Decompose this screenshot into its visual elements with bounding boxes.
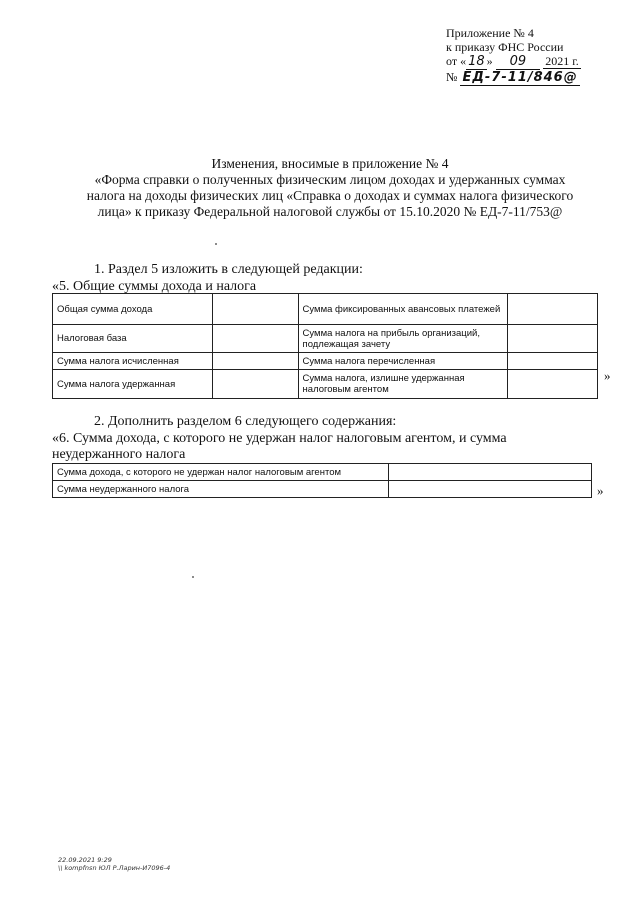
table-cell-value <box>212 353 298 370</box>
table-row <box>53 370 598 399</box>
table-cell-value <box>508 353 598 370</box>
table-row <box>53 464 592 481</box>
table-row <box>53 481 592 498</box>
table-cell-label: Сумма неудержанного налога <box>53 481 389 498</box>
section6-title-line-2: неудержанного налога <box>52 447 186 462</box>
table-cell-label: Общая сумма дохода <box>53 294 213 325</box>
section5-instruction: 1. Раздел 5 изложить в следующей редакции: <box>94 262 363 277</box>
annex-date-year: 2021 г. <box>545 54 579 68</box>
table-cell-label: Сумма налога перечисленная <box>298 353 508 370</box>
annex-number-prefix: № <box>446 70 458 84</box>
heading-line-3: налога на доходы физических лиц «Справка о доходах и суммах налога физического <box>86 188 574 203</box>
table-row <box>53 294 598 325</box>
annex-title: Приложение № 4 <box>446 26 534 40</box>
table-cell-label: Сумма налога, излишне удержанная налоговым агентом <box>298 370 508 399</box>
table-cell-label: Сумма налога исчисленная <box>53 353 213 370</box>
section6-instruction: 2. Дополнить разделом 6 следующего содержания: <box>94 414 397 429</box>
section5-close-quote: » <box>604 368 611 383</box>
annex-date-mid: » <box>486 54 493 68</box>
table-cell-label: Сумма дохода, с которого не удержан налог налоговым агентом <box>53 464 389 481</box>
annex-order-ref: к приказу ФНС России <box>446 40 564 54</box>
annex-date-month: 09 <box>496 55 541 70</box>
section6-title-line-1: «6. Сумма дохода, с которого не удержан налог налоговым агентом, и сумма <box>52 431 507 446</box>
table-cell-label: Сумма фиксированных авансовых платежей <box>298 294 508 325</box>
scan-speck <box>215 243 217 245</box>
table-cell-label: Сумма налога удержанная <box>53 370 213 399</box>
footer-path: \\ kompfnsn ЮЛ Р.Ларин-И7096-4 <box>58 864 171 872</box>
table-cell-value <box>508 370 598 399</box>
footer-datetime: 22.09.2021 9:29 <box>58 856 112 864</box>
section5-title: «5. Общие суммы дохода и налога <box>52 279 257 294</box>
footer-stamp <box>58 856 170 872</box>
scan-speck <box>192 576 194 578</box>
table-cell-label: Сумма налога на прибыль организаций, подлежащая зачету <box>298 325 508 353</box>
table-row <box>53 325 598 353</box>
annex-date <box>446 54 636 70</box>
table-cell-value <box>212 370 298 399</box>
annex-number-value: ЕД-7-11/846@ <box>462 70 578 85</box>
table-cell-label: Налоговая база <box>53 325 213 353</box>
annex-date-prefix: от « <box>446 54 467 68</box>
table-cell-value <box>389 481 592 498</box>
section6-table <box>52 463 592 498</box>
table-cell-value <box>212 294 298 325</box>
heading-line-4: лица» к приказу Федеральной налоговой службы от 15.10.2020 № ЕД-7-11/753@ <box>97 204 563 219</box>
section5-table <box>52 293 598 399</box>
annex-number <box>446 70 636 86</box>
table-cell-value <box>212 325 298 353</box>
heading-line-1: Изменения, вносимые в приложение № 4 <box>211 156 449 171</box>
table-cell-value <box>508 325 598 353</box>
annex-block <box>446 26 636 86</box>
document-heading <box>60 156 600 220</box>
table-cell-value <box>508 294 598 325</box>
annex-date-day: 18 <box>468 54 485 69</box>
section6-close-quote: » <box>597 483 604 498</box>
table-row <box>53 353 598 370</box>
heading-line-2: «Форма справки о полученных физическим лицом доходах и удержанных суммах <box>94 172 566 187</box>
table-cell-value <box>389 464 592 481</box>
